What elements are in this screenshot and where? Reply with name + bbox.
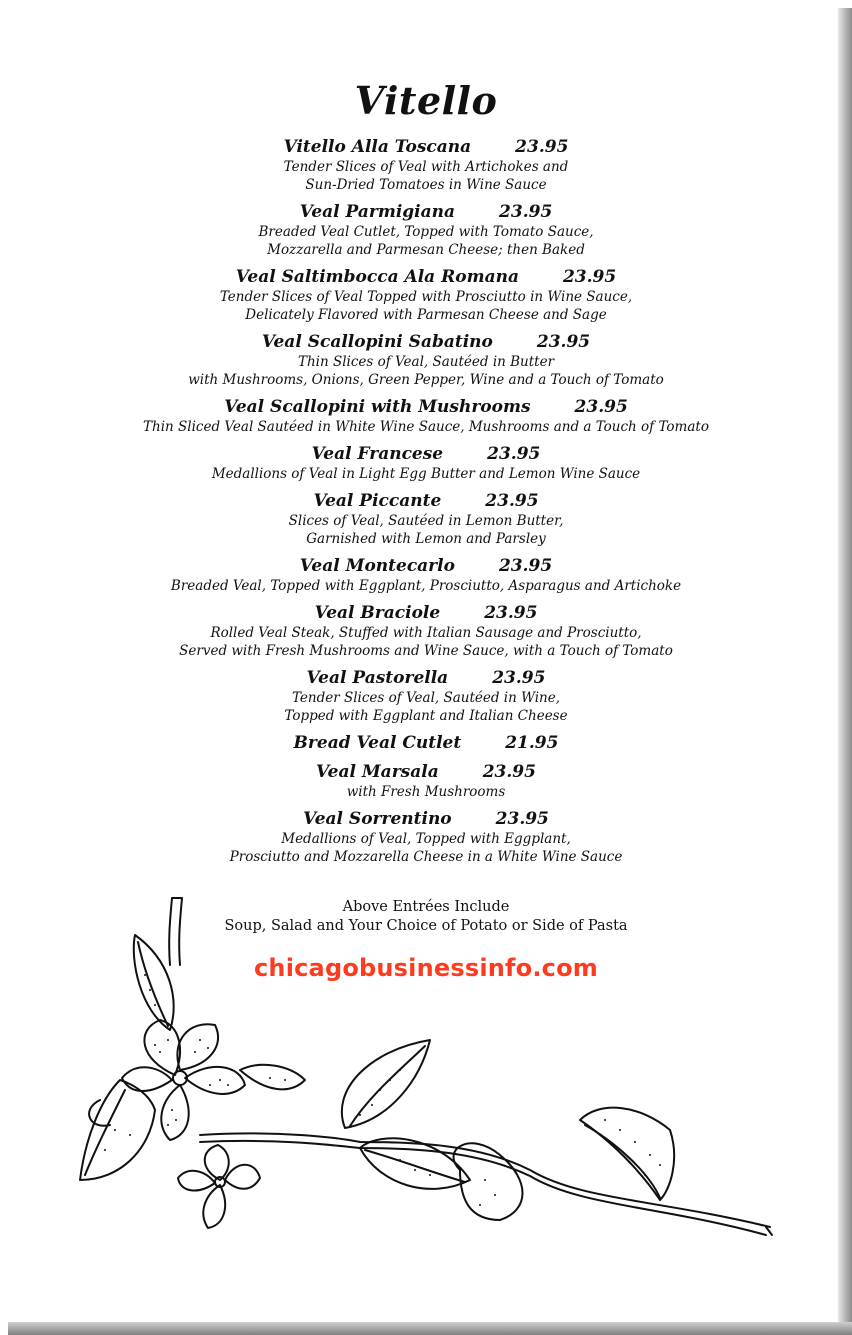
- menu-item-price: 23.95: [498, 556, 553, 576]
- menu-item-price: 23.95: [484, 603, 538, 623]
- menu-item-price: 23.95: [574, 397, 628, 417]
- menu-item-name: Veal Scallopini with Mushrooms: [224, 397, 531, 417]
- menu-item-name: Veal Sorrentino: [303, 809, 452, 829]
- menu-item-name: Veal Saltimbocca Ala Romana: [235, 267, 519, 287]
- menu-item-name: Veal Pastorella: [306, 668, 449, 688]
- menu-item-heading: [0, 443, 852, 465]
- menu-item-description: Breaded Veal, Topped with Eggplant, Prosciutto, Asparagus and Artichoke: [170, 578, 682, 594]
- menu-item-price: 23.95: [562, 267, 617, 287]
- menu-item-heading: [0, 266, 852, 288]
- entree-note-line-1: Above Entrées Include: [342, 899, 510, 915]
- menu-item-description: Tender Slices of Veal Topped with Prosciutto in Wine Sauce,: [219, 289, 633, 305]
- menu-item: [0, 602, 852, 660]
- menu-item-price: 23.95: [487, 444, 541, 464]
- menu-item-description: Garnished with Lemon and Parsley: [306, 531, 546, 547]
- menu-item: [0, 732, 852, 754]
- menu-item-heading: [0, 396, 852, 418]
- menu-item: [0, 443, 852, 483]
- menu-item-description: Delicately Flavored with Parmesan Cheese and Sage: [245, 307, 607, 323]
- menu-item-description: with Mushrooms, Onions, Green Pepper, Wine and a Touch of Tomato: [188, 372, 664, 388]
- menu-item: [0, 136, 852, 194]
- menu-item-price: 23.95: [495, 809, 549, 829]
- menu-item-name: Veal Piccante: [313, 491, 442, 511]
- menu-item-heading: [0, 602, 852, 624]
- menu-item: [0, 667, 852, 725]
- menu-item-name: Veal Braciole: [314, 603, 441, 623]
- menu-item-description: Tender Slices of Veal, Sautéed in Wine,: [291, 690, 561, 706]
- menu-item: [0, 331, 852, 389]
- menu-item-description: Served with Fresh Mushrooms and Wine Sauce, with a Touch of Tomato: [179, 643, 673, 659]
- menu-item-heading: [0, 732, 852, 754]
- menu-item-description: Sun-Dried Tomatoes in Wine Sauce: [305, 177, 547, 193]
- menu-item-heading: [0, 555, 852, 577]
- menu-item-description: Medallions of Veal in Light Egg Butter and Lemon Wine Sauce: [211, 466, 641, 482]
- menu-item-price: 23.95: [485, 491, 539, 511]
- menu-item-description: Medallions of Veal, Topped with Eggplant,: [281, 831, 571, 847]
- menu-item-price: 23.95: [492, 668, 546, 688]
- menu-item: [0, 490, 852, 548]
- menu-item-heading: [0, 201, 852, 223]
- menu-item: [0, 266, 852, 324]
- page-title: Vitello: [354, 78, 498, 123]
- menu-item-description: Breaded Veal Cutlet, Topped with Tomato Sauce,: [258, 224, 594, 240]
- menu-item-price: 21.95: [505, 733, 559, 753]
- menu-item-heading: [0, 667, 852, 689]
- menu-item-description: Rolled Veal Steak, Stuffed with Italian Sausage and Prosciutto,: [210, 625, 642, 641]
- menu-item-name: Veal Francese: [311, 444, 444, 464]
- menu-item-description: Tender Slices of Veal with Artichokes and: [283, 159, 569, 175]
- menu-item-name: Veal Parmigiana: [299, 202, 456, 222]
- menu-item-description: Topped with Eggplant and Italian Cheese: [284, 708, 568, 724]
- menu-item: [0, 808, 852, 866]
- flowering-branch-illustration: [60, 880, 800, 1280]
- menu-item-price: 23.95: [499, 202, 553, 222]
- page-shadow-bottom: [8, 1322, 852, 1335]
- menu-item-description: Thin Sliced Veal Sautéed in White Wine Sauce, Mushrooms and a Touch of Tomato: [143, 419, 709, 435]
- menu-item-heading: [0, 331, 852, 353]
- menu-item-price: 23.95: [536, 332, 591, 352]
- menu-item-name: Veal Marsala: [316, 762, 439, 782]
- menu-item-heading: [0, 490, 852, 512]
- menu-item: [0, 761, 852, 801]
- menu-item-name: Veal Montecarlo: [299, 556, 455, 576]
- menu-item-price: 23.95: [482, 762, 536, 782]
- menu-item-description: with Fresh Mushrooms: [346, 784, 506, 800]
- menu-item-heading: [0, 808, 852, 830]
- watermark-text: chicagobusinessinfo.com: [253, 954, 599, 982]
- menu-item-price: 23.95: [515, 137, 569, 157]
- menu-item-name: Bread Veal Cutlet: [293, 733, 462, 753]
- menu-item: [0, 201, 852, 259]
- menu-item: [0, 396, 852, 436]
- menu-item-name: Vitello Alla Toscana: [283, 137, 472, 157]
- menu-item-description: Prosciutto and Mozzarella Cheese in a White Wine Sauce: [229, 849, 623, 865]
- menu-item: [0, 555, 852, 595]
- menu-item-description: Slices of Veal, Sautéed in Lemon Butter,: [288, 513, 564, 529]
- menu-item-heading: [0, 136, 852, 158]
- menu-items-list: [0, 136, 852, 873]
- menu-item-description: Mozzarella and Parmesan Cheese; then Baked: [267, 242, 585, 258]
- menu-item-heading: [0, 761, 852, 783]
- page-shadow-right: [838, 8, 852, 1335]
- menu-item-name: Veal Scallopini Sabatino: [261, 332, 493, 352]
- entree-note-line-2: Soup, Salad and Your Choice of Potato or Side of Pasta: [224, 918, 628, 934]
- menu-item-description: Thin Slices of Veal, Sautéed in Butter: [297, 354, 555, 370]
